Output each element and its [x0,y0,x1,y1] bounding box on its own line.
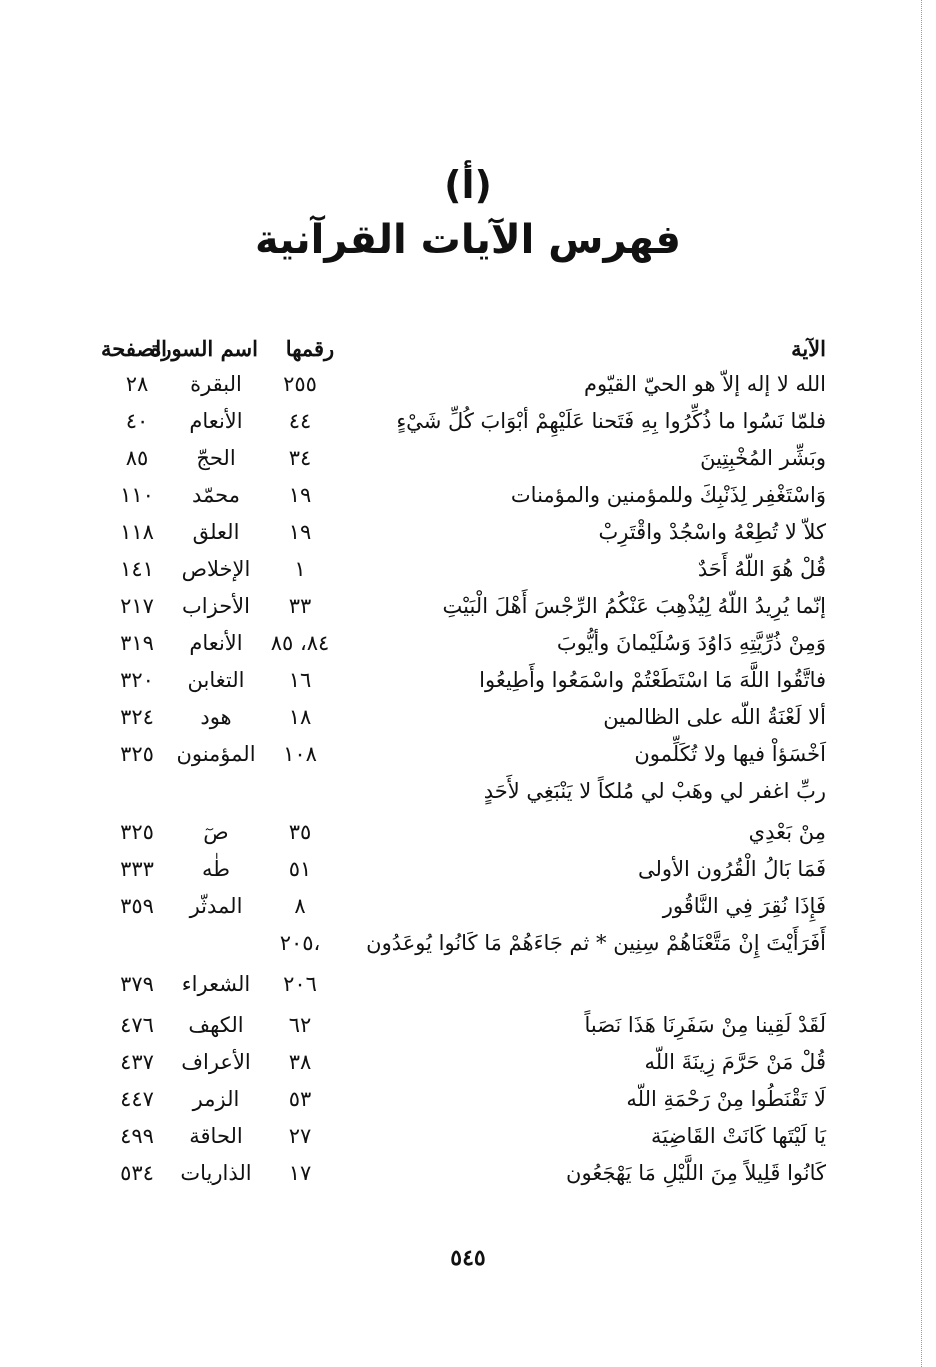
surah-name: طٰه [202,857,230,881]
page-reference: ٣٢٤ [120,705,154,729]
surah-name: الأعراف [181,1050,251,1074]
surah-name: المؤمنون [176,742,256,766]
table-row [98,773,838,814]
page-title: فهرس الآيات القرآنية [255,217,681,263]
verse-number: ٦٢ [288,1013,312,1037]
page-reference: ١١٠ [120,483,154,507]
page-reference: ٢٨ [125,372,149,396]
verse-text: وبَشِّر المُخْبِتِينَ [700,446,826,470]
verse-number: ١٧ [288,1161,312,1185]
surah-name: التغابن [187,668,245,692]
page-reference: ١٤١ [120,557,154,581]
table-row [98,403,838,440]
table-row [98,888,838,925]
verse-text: أَفَرَأَيْتَ إِنْ مَتَّعْنَاهُمْ سِنِين * ثم جَاءَهُمْ مَا كَانُوا يُوعَدُون [366,931,826,955]
page-reference: ٤٠ [125,409,149,433]
verse-text: قُلْ مَنْ حَرَّمَ زِينَةَ اللّه [644,1050,826,1074]
verse-number: ١٩ [288,483,312,507]
page-reference: ٤٣٧ [120,1050,154,1074]
verse-number: ١ [294,557,306,581]
verse-number: ٣٤ [288,446,312,470]
verse-text: الله لا إله إلاّ هو الحيّ القيّوم [583,372,826,396]
table-row [98,736,838,773]
page-reference: ٣١٩ [120,631,154,655]
verse-number: ١٨ [288,705,312,729]
verse-number: ،٢٠٥ [279,931,321,955]
surah-name: الشعراء [181,972,251,996]
column-header-number: رقمها [285,336,335,361]
verse-number: ٤٤ [288,409,312,433]
verse-number: ٣٥ [288,820,312,844]
verse-number: ١٦ [288,668,312,692]
surah-name: الزمر [192,1087,240,1111]
table-row [98,1081,838,1118]
table-row [98,1118,838,1155]
table-header-row [98,330,838,366]
quran-verses-index-table [98,330,838,1192]
verse-number: ٣٨ [288,1050,312,1074]
page-reference: ٣٢٥ [120,820,154,844]
surah-name: الأنعام [189,631,243,655]
page-reference: ١١٨ [120,520,154,544]
verse-text: لَقَدْ لَقِينا مِنْ سَفَرِنَا هَذَا نَصَباً [584,1013,826,1037]
surah-name: محمّد [192,483,240,507]
verse-number: ٢٧ [288,1124,312,1148]
table-row [98,1155,838,1192]
page-reference: ٢١٧ [120,594,154,618]
verse-number: ٨٤، ٨٥ [270,631,330,655]
page-reference: ٤٤٧ [120,1087,154,1111]
table-row [98,551,838,588]
page-reference: ٣٢٥ [120,742,154,766]
verse-text: لَا تَقْنَطُوا مِنْ رَحْمَةِ اللّه [626,1087,826,1111]
table-row [98,925,838,966]
column-header-verse: الآية [791,336,826,361]
verse-text: ألا لَعْنَةُ اللّه على الظالمين [603,705,826,729]
verse-number: ٥١ [288,857,312,881]
verse-text: وَمِنْ ذُرِّيَّتِهِ دَاوُدَ وَسُلَيْمانَ وأيُّوبَ [556,631,826,655]
surah-name: الحجّ [196,446,236,470]
verse-number: ٢٠٦ [283,972,317,996]
verse-text: كلاّ لا تُطِعْهُ واسْجُدْ واقْتَرِبْ [598,520,826,544]
verse-number: ٣٣ [288,594,312,618]
page-reference: ٨٥ [125,446,149,470]
surah-name: الحاقة [189,1124,243,1148]
verse-text: مِنْ بَعْدِي [748,820,826,844]
page-reference: ٣٥٩ [120,894,154,918]
table-row [98,477,838,514]
surah-name: المدثّر [189,894,243,918]
page-reference: ٤٩٩ [120,1124,154,1148]
table-row [98,662,838,699]
surah-name: البقرة [190,372,242,396]
verse-text: ربِّ اغفر لي وهَبْ لي مُلكاً لا يَنْبَغِي لأَحَدٍ [483,779,826,803]
page-reference: ٤٧٦ [120,1013,154,1037]
column-header-page: الصفحة [101,336,167,361]
page-reference: ٥٣٤ [120,1161,154,1185]
verse-number: ٢٥٥ [283,372,317,396]
table-row [98,1007,838,1044]
verse-text: إنّما يُرِيدُ اللّهُ لِيُذْهِبَ عَنْكُمُ الرِّجْسَ أَهْلَ الْبَيْتِ [442,594,826,618]
table-row [98,814,838,851]
verse-number: ١٠٨ [283,742,317,766]
verse-text: فَمَا بَالُ الْقُرُون الأولى [638,857,826,881]
surah-name: الأنعام [189,409,243,433]
verse-number: ٨ [294,894,306,918]
table-row [98,440,838,477]
page-reference: ٣٧٩ [120,972,154,996]
surah-name: العلق [192,520,240,544]
table-row [98,366,838,403]
column-header-surah: اسم السورة [150,336,258,361]
table-body [98,366,838,1192]
surah-name: الكهف [188,1013,244,1037]
page-reference: ٣٣٣ [120,857,154,881]
page-number: ٥٤٥ [450,1245,486,1271]
table-row [98,625,838,662]
verse-number: ١٩ [288,520,312,544]
verse-text: قُلْ هُوَ اللّهُ أَحَدٌ [697,557,826,581]
table-row [98,1044,838,1081]
table-row [98,851,838,888]
verse-text: وَاسْتَغْفِر لِذَنْبِكَ وللمؤمنين والمؤمنات [510,483,826,507]
verse-text: فاتَّقُوا اللَّهَ مَا اسْتَطَعْتُمْ واسْمَعُوا وأَطِيعُوا [479,668,826,692]
surah-name: الإخلاص [181,557,251,581]
page-reference: ٣٢٠ [120,668,154,692]
table-row [98,588,838,625]
verse-number: ٥٣ [288,1087,312,1111]
verse-text: كَانُوا قَلِيلاً مِنَ اللَّيْلِ مَا يَهْجَعُون [566,1161,826,1185]
surah-name: هود [200,705,232,729]
verse-text: فلمّا نَسُوا ما ذُكِّرُوا بِهِ فَتَحنا عَلَيْهِمْ أبْوَابَ كُلِّ شَيْءٍ [396,409,826,433]
surah-name: صٓ [203,820,229,844]
table-row [98,514,838,551]
table-row [98,699,838,736]
verse-text: فَإِذَا نُقِرَ فِي النَّاقُور [662,894,826,918]
table-row [98,966,838,1007]
section-number: (أ) [444,163,492,207]
verse-text: اَخْسَؤاْ فيها ولا تُكَلِّمون [634,742,826,766]
verse-text: يَا لَيْتَها كَانَتْ القَاضِيَة [651,1124,826,1148]
surah-name: الأحزاب [182,594,250,618]
surah-name: الذاريات [180,1161,252,1185]
